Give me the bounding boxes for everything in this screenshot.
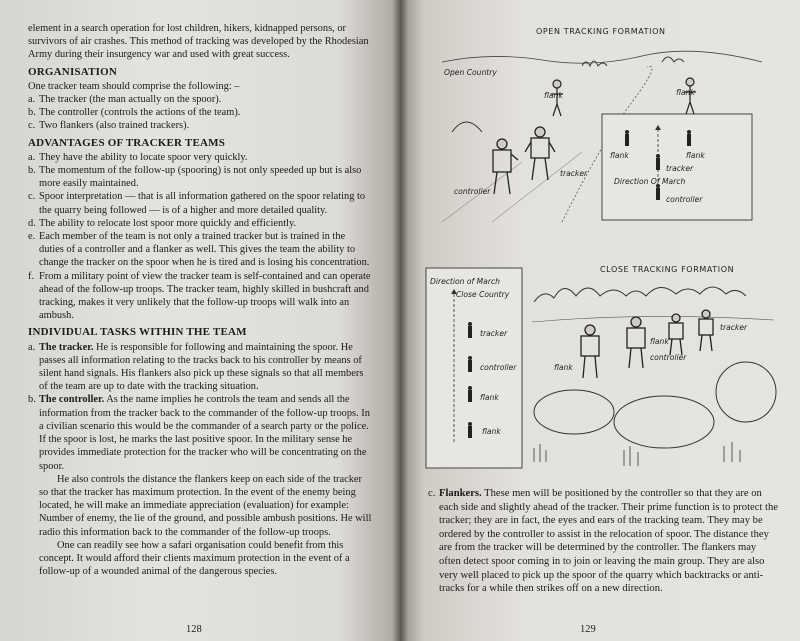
rock-drawing bbox=[716, 362, 776, 422]
list-item: c. Flankers. These men will be positioned by the controller so that they are on each side and slightly ahead of the tracker. Their prime function is to protect the tracker; they are in fact, the eyes and ears of the tracking team. They may be ordered by the controller to assist in the relocation of spoor. The distance they are from the tracker will be determined by the controller. The flankers may often detect spoor coming in to join or leaving the main group. They are also very well placed to pick up the spoor of the quarry which backtracks or anti-tracks for a while then strikes off on a new direction. bbox=[428, 488, 778, 595]
controller-figure bbox=[627, 317, 645, 368]
right-page bbox=[400, 0, 800, 641]
bush-drawing bbox=[662, 57, 684, 62]
open-tracking-illustration bbox=[432, 22, 782, 237]
item-title: The tracker. bbox=[39, 341, 94, 353]
tracker-label: tracker bbox=[560, 169, 588, 178]
inset-close-country-label: Close Country bbox=[456, 290, 510, 299]
inset-tracker-label: tracker bbox=[666, 164, 694, 173]
list-item: e. Each member of the team is not only a trained tracker but is trained in the duties of a controller and a flanker as well. This gives the team the ability to change the tracker on the spoor when he is tired and is losing his concentration. bbox=[28, 231, 370, 269]
flank-figure bbox=[669, 314, 683, 355]
page-number: 128 bbox=[186, 624, 202, 635]
list-item: a. The tracker (the man actually on the spoor). bbox=[28, 94, 222, 106]
organisation-text: One tracker team should comprise the following: – bbox=[28, 80, 240, 92]
item-title: The controller. bbox=[39, 394, 105, 406]
inset-flank-label: flank bbox=[610, 151, 629, 160]
bush-drawing bbox=[452, 122, 482, 132]
list-item: b. The controller. As the name implies he controls the team and sends all the information from the tracker back to the commander of the follow-up troops. In a civilian scenario this would be the commander of a search party or the police. If the spoor is lost, he marks the last positive spoor. In the military sense he provides immediate protection for the tracker who will be concentrating on the spoor. bbox=[28, 394, 370, 472]
tasks-heading: INDIVIDUAL TASKS WITHIN THE TEAM bbox=[28, 326, 247, 339]
tracker-figure bbox=[525, 127, 555, 180]
intro-paragraph: element in a search operation for lost children, hikers, kidnapped persons, or survivors of air crashes. This method of tracking was developed by the Rhodesian Army during their insurgency war and used with great success. bbox=[28, 23, 369, 61]
flank-figure bbox=[581, 325, 599, 378]
tracker-figure bbox=[699, 310, 713, 351]
list-item: b. The momentum of the follow-up (spooring) is not only speeded up but is also more easily maintained. bbox=[28, 165, 362, 190]
list-item: b. The controller (controls the actions of the team). bbox=[28, 107, 241, 119]
advantages-heading: ADVANTAGES OF TRACKER TEAMS bbox=[28, 136, 226, 149]
page-number: 129 bbox=[580, 624, 596, 635]
inset-flank-label: flank bbox=[482, 427, 501, 436]
left-text-column bbox=[28, 22, 372, 578]
list-item: d. The ability to relocate lost spoor more quickly and efficiently. bbox=[28, 217, 297, 229]
inset-tracker-label: tracker bbox=[480, 329, 508, 338]
inset-controller-label: controller bbox=[480, 363, 517, 372]
close-tracking-figure bbox=[424, 262, 784, 474]
flank-label: flank bbox=[676, 88, 695, 97]
rock-drawing bbox=[614, 396, 714, 448]
list-item: c. Two flankers (also trained trackers). bbox=[28, 120, 190, 132]
tasks-paragraph: He also controls the distance the flankers keep on each side of the tracker so that the tracker has maximum protection. In the event of the enemy being located, he will make an immediate appreciation (evaluation) for example: Number of enemy, the lie of the ground, and possible ambush positions. He will radio this information back to the commander of the follow-up troops. bbox=[39, 473, 372, 538]
inset-controller-label: controller bbox=[666, 195, 703, 204]
rock-drawing bbox=[534, 390, 614, 434]
open-tracking-figure bbox=[432, 22, 782, 237]
flank-label: flank bbox=[544, 91, 563, 100]
close-tracking-illustration bbox=[424, 262, 784, 474]
inset-flank-label: flank bbox=[686, 151, 705, 160]
open-country-label: Open Country bbox=[444, 68, 497, 77]
controller-figure bbox=[493, 139, 518, 194]
figure-title: CLOSE TRACKING FORMATION bbox=[600, 265, 735, 274]
inset-direction-label: Direction of March bbox=[430, 277, 500, 286]
treeline-drawing bbox=[534, 287, 746, 302]
list-item: a. The tracker. He is responsible for following and maintaining the spoor. He passes all information relating to the tracks back to his controller by means of silent hand signals. His flankers also pick up these signals so that all members of the team are up to date with the tracking situation. bbox=[28, 341, 364, 393]
list-item: c. Spoor interpretation — that is all information gathered on the spoor relating to the quarry being followed — is of a higher and more detailed quality. bbox=[28, 191, 366, 216]
organisation-heading: ORGANISATION bbox=[28, 65, 117, 78]
inset-direction-label: Direction Of March bbox=[614, 177, 686, 186]
tracker-label: tracker bbox=[720, 323, 748, 332]
flank-label: flank bbox=[650, 337, 669, 346]
grass-drawing bbox=[534, 442, 740, 466]
list-item: f. From a military point of view the tracker team is self-contained and can operate ahead of the follow-up troops. The tracker team, highly skilled in bushcraft and tracking, makes it very unlikely that the follow-up troops will walk into an ambush. bbox=[28, 270, 371, 322]
controller-label: controller bbox=[650, 353, 687, 362]
right-text-column bbox=[428, 487, 778, 596]
book-gutter bbox=[392, 0, 408, 641]
horizon-line bbox=[442, 51, 762, 63]
horizon-line bbox=[532, 316, 774, 322]
controller-label: controller bbox=[454, 187, 491, 196]
tasks-paragraph: One can readily see how a safari organisation could benefit from this concept. It would afford their clients maximum protection in the event of a follow-up of a wounded animal of the dangerous species. bbox=[39, 539, 350, 578]
inset-flank-label: flank bbox=[480, 393, 499, 402]
list-item: a. They have the ability to locate spoor very quickly. bbox=[28, 151, 248, 163]
item-title: Flankers. bbox=[439, 488, 482, 499]
flank-label: flank bbox=[554, 363, 573, 372]
figure-title: OPEN TRACKING FORMATION bbox=[536, 27, 666, 36]
